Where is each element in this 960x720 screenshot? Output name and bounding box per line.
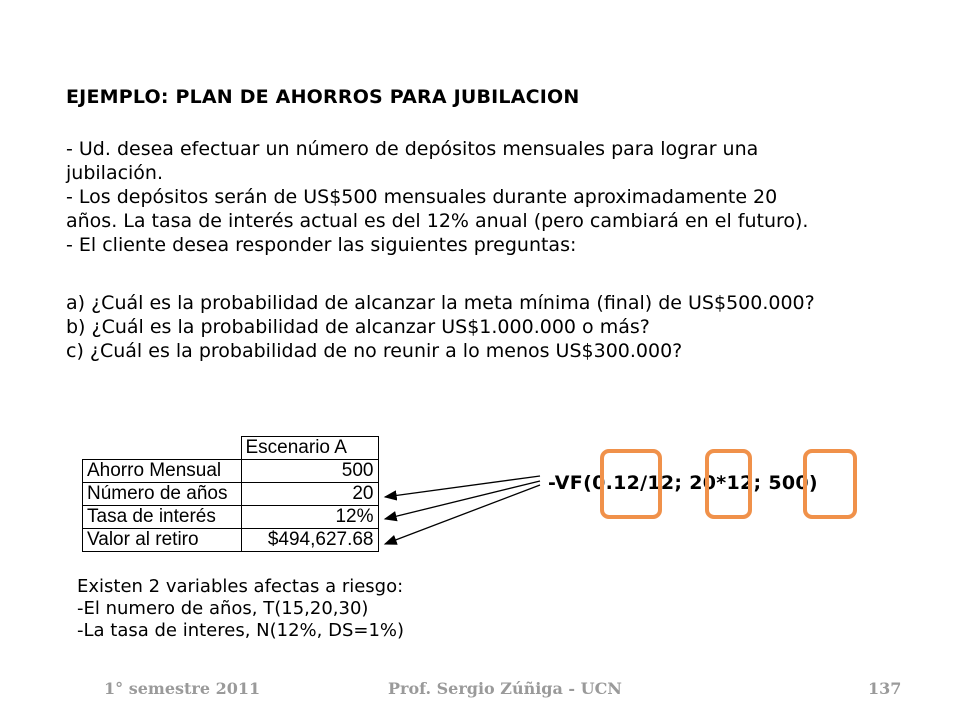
intro-line-5: - El cliente desea responder las siguientes preguntas: [66,234,577,256]
footer-semester: 1° semestre 2011 [104,679,261,698]
highlight-years-box [705,449,752,519]
scenario-header-cell: Escenario A [241,437,378,460]
row-value: 500 [241,460,378,483]
question-c: c) ¿Cuál es la probabilidad de no reunir a lo menos US$300.000? [66,340,683,362]
notes-line-2: -El numero de años, T(15,20,30) [77,598,369,619]
footer-page-number: 137 [868,679,902,698]
row-label: Tasa de interés [83,506,242,529]
question-a: a) ¿Cuál es la probabilidad de alcanzar la meta mínima (final) de US$500.000? [66,292,815,314]
highlight-payment-box [803,449,857,519]
intro-line-3: - Los depósitos serán de US$500 mensuales durante aproximadamente 20 [66,186,778,208]
row-value: 20 [241,483,378,506]
question-b: b) ¿Cuál es la probabilidad de alcanzar US$1.000.000 o más? [66,316,650,338]
slide-title: EJEMPLO: PLAN DE AHORROS PARA JUBILACION [66,86,580,108]
row-label: Ahorro Mensual [83,460,242,483]
notes-line-3: -La tasa de interes, N(12%, DS=1%) [77,620,405,641]
row-value: $494,627.68 [241,529,378,552]
notes-line-1: Existen 2 variables afectas a riesgo: [77,576,404,597]
row-value: 12% [241,506,378,529]
vf-formula: -VF(0.12/12; 20*12; 500) [548,472,818,494]
intro-line-4: años. La tasa de interés actual es del 12% anual (pero cambiará en el futuro). [66,210,809,232]
highlight-rate-box [600,449,662,519]
intro-line-1: - Ud. desea efectuar un número de depósitos mensuales para lograr una [66,138,759,160]
intro-line-2: jubilación. [66,162,164,184]
row-label: Número de años [83,483,242,506]
footer-author: Prof. Sergio Zúñiga - UCN [388,679,622,698]
risk-notes [77,576,404,642]
row-label: Valor al retiro [83,529,242,552]
